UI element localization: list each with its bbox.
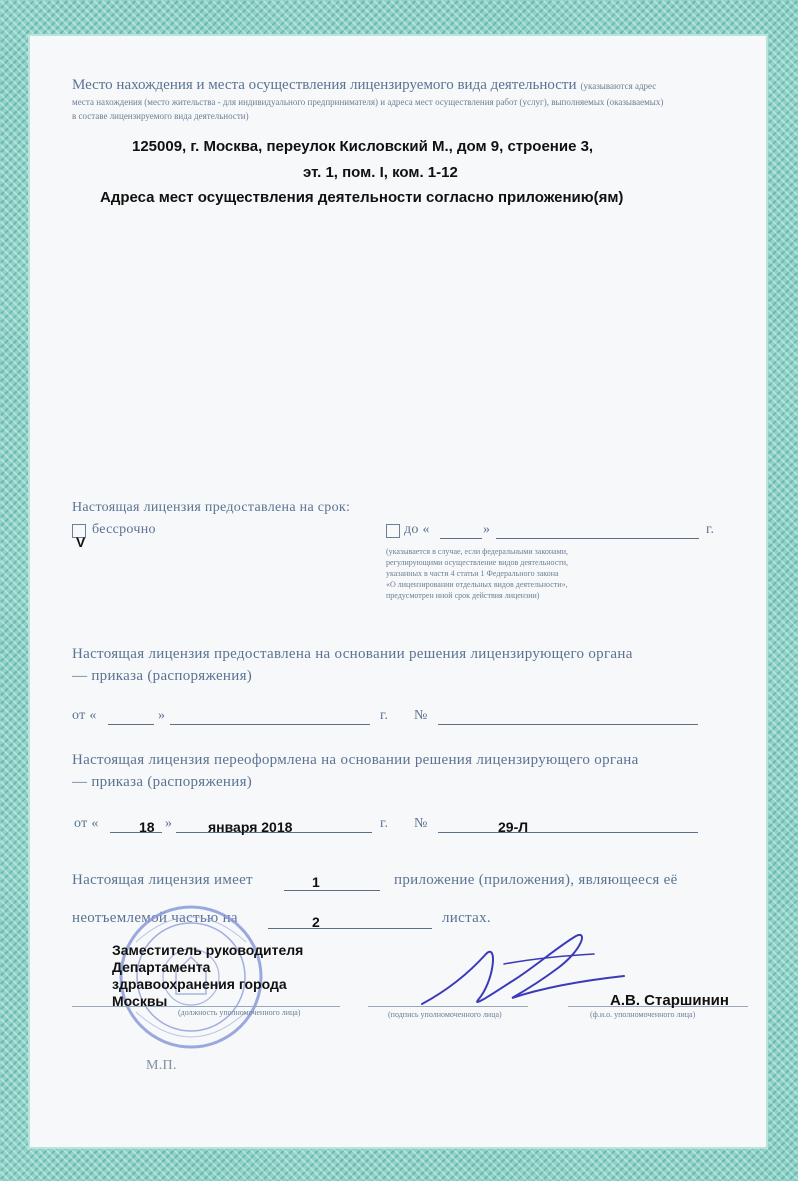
location-heading-block	[72, 76, 752, 94]
reissued-number-line	[438, 832, 698, 833]
signer-name: А.В. Старшинин	[610, 992, 729, 1009]
signer-position-line1: Заместитель руководителя	[112, 942, 304, 958]
until-year-suffix: г.	[706, 522, 715, 537]
position-caption: (должность уполномоченного лица)	[178, 1008, 301, 1017]
until-label: до «	[404, 522, 430, 537]
indefinite-label: бессрочно	[92, 522, 156, 537]
term-note-2: регулирующими осуществление видов деятельности,	[386, 558, 569, 567]
address-line2: эт. 1, пом. I, ком. 1-12	[303, 164, 458, 181]
indefinite-check-mark: V	[76, 534, 86, 550]
reissued-close: »	[165, 816, 173, 831]
appendix-sheets: 2	[312, 914, 320, 930]
until-close: »	[483, 522, 491, 537]
address-line1: 125009, г. Москва, переулок Кисловский М., дом 9, строение 3,	[132, 138, 594, 155]
granted-close: »	[158, 708, 166, 723]
license-page	[28, 34, 768, 1149]
term-heading: Настоящая лицензия предоставлена на срок:	[72, 500, 351, 515]
appendix-text-d: листах.	[442, 910, 491, 926]
until-month-line	[496, 538, 699, 539]
location-heading: Место нахождения и места осуществления лицензируемого вида деятельности	[72, 77, 577, 93]
granted-from: от «	[72, 708, 97, 723]
appendix-text-a: Настоящая лицензия имеет	[72, 872, 253, 888]
term-note	[386, 546, 568, 601]
granted-year-suffix: г.	[380, 708, 389, 723]
until-checkbox	[386, 524, 400, 538]
term-note-5: предусмотрен иной срок действия лицензии)	[386, 591, 540, 600]
granted-line2: — приказа (распоряжения)	[72, 668, 253, 684]
term-note-4: «О лицензировании отдельных видов деятельности»,	[386, 580, 568, 589]
reissued-line2: — приказа (распоряжения)	[72, 774, 253, 790]
reissued-month-year: января 2018	[208, 819, 293, 835]
reissued-number: 29-Л	[498, 819, 529, 835]
appendix-text-c: неотъемлемой частью на	[72, 910, 238, 926]
appendix-text-b: приложение (приложения), являющееся её	[394, 872, 678, 888]
signer-position-line4: Москвы	[112, 993, 168, 1009]
location-note-inline: (указываются адрес	[580, 81, 657, 91]
signature-caption: (подпись уполномоченного лица)	[388, 1010, 502, 1019]
appendix-count: 1	[312, 874, 320, 890]
location-note-line2: места нахождения (место жительства - для индивидуального предпринимателя) и адреса мест осуществления работ (услуг), выполняемых (оказываемых)	[72, 97, 664, 107]
signer-position-line3: здравоохранения города	[112, 976, 287, 992]
term-note-3: указанных в части 4 статьи 1 Федерального закона	[386, 569, 559, 578]
appendix-count-line	[284, 890, 380, 891]
reissued-line1: Настоящая лицензия переоформлена на основании решения лицензирующего органа	[72, 752, 639, 768]
until-day-line	[440, 538, 482, 539]
granted-line1: Настоящая лицензия предоставлена на основании решения лицензирующего органа	[72, 646, 633, 662]
name-caption: (ф.и.о. уполномоченного лица)	[590, 1010, 696, 1019]
granted-number-line	[438, 724, 698, 725]
reissued-day: 18	[139, 819, 155, 835]
signer-position-line2: Департамента	[112, 959, 211, 975]
reissued-number-sign: №	[414, 816, 428, 831]
granted-month-line	[170, 724, 370, 725]
handwritten-signature	[408, 924, 638, 1014]
reissued-from: от «	[74, 816, 99, 831]
signer-position	[112, 942, 303, 1010]
reissued-year-suffix: г.	[380, 816, 389, 831]
granted-day-line	[108, 724, 154, 725]
granted-number-sign: №	[414, 708, 428, 723]
term-note-1: (указывается в случае, если федеральными законами,	[386, 547, 569, 556]
address-line3: Адреса мест осуществления деятельности согласно приложению(ям)	[100, 189, 624, 206]
location-note-line3: в составе лицензируемого вида деятельности)	[72, 111, 249, 121]
stamp-place-label: М.П.	[146, 1058, 177, 1073]
